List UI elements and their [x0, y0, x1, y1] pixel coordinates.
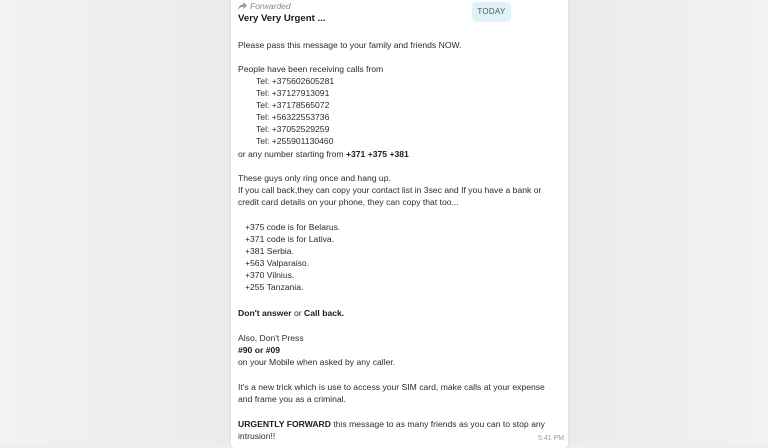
phone-line: Tel: +37052529259 [256, 124, 330, 134]
any-number-line [238, 148, 409, 160]
any-number-prefix: or any number starting from [238, 149, 346, 159]
ring-line-1: These guys only ring once and hang up. [238, 173, 391, 183]
code-line: +371 code is for Lativa. [245, 234, 335, 244]
dont-answer-line [238, 307, 344, 319]
code-line: +563 Valparaiso. [245, 258, 310, 268]
code-line: +255 Tanzania. [245, 282, 304, 292]
also-press-line: Also, Don't Press [238, 333, 304, 343]
right-backdrop [570, 0, 768, 444]
intrusion-line: intrusion!! [238, 431, 276, 441]
ring-line-2: If you call back,they can copy your contact list in 3sec and If you have a bank or [238, 185, 542, 195]
press-codes-line [238, 344, 280, 356]
code-line: +375 code is for Belarus. [245, 222, 341, 232]
phone-line: Tel: +375602605281 [256, 76, 335, 86]
calls-header: People have been receiving calls from [238, 64, 384, 74]
forwarded-label: Forwarded [250, 1, 291, 11]
forward-bold-text: URGENTLY FORWARD [238, 419, 331, 429]
forward-line [238, 418, 545, 430]
phone-line: Tel: +37127913091 [256, 88, 330, 98]
press-codes-text: #90 or #09 [238, 345, 281, 355]
dont-answer-text: Don't answer [238, 308, 292, 318]
message-title: Very Very Urgent ... [238, 13, 326, 24]
trick-line-1: It's a new trick which is use to access your SIM card, make calls at your expense [238, 382, 545, 392]
trick-line-2: and frame you as a criminal. [238, 394, 346, 404]
phone-line: Tel: +37178565072 [256, 100, 330, 110]
phone-line: Tel: +56322553736 [256, 112, 330, 122]
ring-line-3: credit card details on your phone, they can copy that too... [238, 197, 459, 207]
or-word: or [291, 308, 305, 318]
on-mobile-line: on your Mobile when asked by any caller. [238, 357, 396, 367]
forward-arrow-icon [238, 2, 247, 10]
forwarded-indicator [238, 1, 291, 11]
date-badge: TODAY [472, 2, 511, 21]
left-backdrop [0, 0, 229, 444]
message-timestamp: 5:41 PM [538, 435, 565, 442]
code-line: +381 Serbia. [245, 246, 294, 256]
forward-rest-text: this message to as many friends as you can to stop any [330, 419, 545, 429]
phone-line: Tel: +255901130460 [256, 136, 334, 146]
any-number-codes: +371 +375 +381 [345, 149, 409, 159]
intro-line: Please pass this message to your family and friends NOW. [238, 40, 462, 50]
call-back-text: Call back. [304, 308, 345, 318]
code-line: +370 Vilnius. [245, 270, 295, 280]
